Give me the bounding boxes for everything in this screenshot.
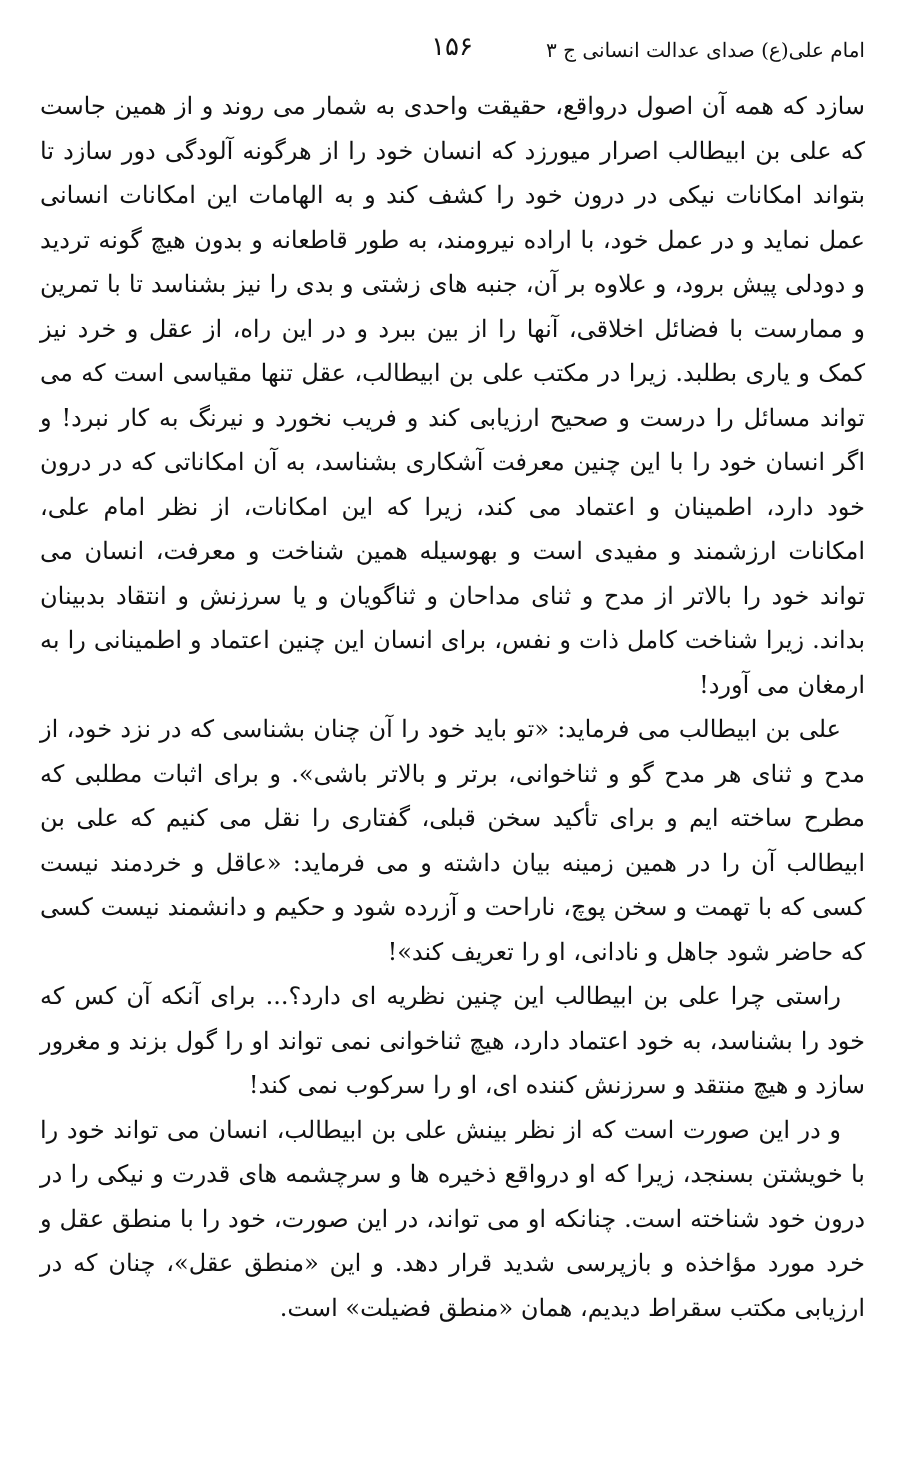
paragraph-1: سازد که همه آن اصول درواقع، حقیقت واحدی به شمار می روند و از همین جاست که علی بن ابیطالب اصرار میورزد که انسان خود را از هرگونه آلودگی دور سازد تا بتواند امکانات نیکی در درون خود را کشف کند و به الهامات این امکانات انسانی عمل نماید و در عمل خود، با اراده نیرومند، به طور قاطعانه و بدون هیچ گونه تردید و دودلی پیش برود، و علاوه بر آن، جنبه های زشتی و بدی را نیز بشناسد تا با تمرین و ممارست با فضائل اخلاقی، آنها را از بین ببرد و در این راه، از عقل و خرد نیز کمک و یاری بطلبد. زیرا در مکتب علی بن ابیطالب، عقل تنها مقیاسی است که می تواند مسائل را درست و صحیح ارزیابی کند و فریب نخورد و نیرنگ به کار نبرد! و اگر انسان خود را با این چنین معرفت آشکاری بشناسد، به آن امکاناتی که در درون خود دارد، اطمینان و اعتماد می کند، زیرا که این امکانات، از نظر امام علی، امکانات ارزشمند و مفیدی است و بهوسیله همین شناخت و معرفت، انسان می تواند خود را بالاتر از مدح و ثنای مداحان و ثناگویان و یا سرزنش و انتقاد بدبینان بداند. زیرا شناخت کامل ذات و نفس، برای انسان این چنین اعتماد و اطمینانی را به ارمغان می آورد! bbox=[40, 92, 865, 699]
body-text bbox=[40, 84, 865, 1330]
paragraph-2: علی بن ابیطالب می فرماید: «تو باید خود را آن چنان بشناسی که در نزد خود، از مدح و ثنای هر مدح گو و ثناخوانی، برتر و بالاتر باشی». و برای اثبات مطلبی که مطرح ساخته ایم و برای تأکید سخن قبلی، گفتاری را نقل می کنیم که علی بن ابیطالب آن را در همین زمینه بیان داشته و می فرماید: «عاقل و خردمند نیست کسی که با تهمت و سخن پوچ، ناراحت و آزرده شود و حکیم و دانشمند نیست کسی که حاضر شود جاهل و نادانی، او را تعریف کند»! bbox=[40, 715, 866, 966]
book-page bbox=[40, 30, 865, 1330]
paragraph-4: و در این صورت است که از نظر بینش علی بن ابیطالب، انسان می تواند خود را با خویشتن بسنجد، زیرا که او درواقع ذخیره ها و سرچشمه های قدرت و نیکی را در درون خود شناخته است. چنانکه او می تواند، در این صورت، خود را با منطق عقل و خرد مورد مؤاخذه و بازپرسی شدید قرار دهد. و این «منطق عقل»، چنان که در ارزیابی مکتب سقراط دیدیم، همان «منطق فضیلت» است. bbox=[40, 1115, 865, 1322]
page-number: ۱۵۶ bbox=[431, 32, 473, 62]
running-title: امام علی(ع) صدای عدالت انسانی ج ۳ bbox=[545, 38, 865, 62]
paragraph-3: راستی چرا علی بن ابیطالب این چنین نظریه ای دارد؟... برای آنکه آن کس که خود را بشناسد، به خود اعتماد دارد، هیچ ثناخوانی نمی تواند او را گول بزند و مغرور سازد و هیچ منتقد و سرزنش کننده ای، او را سرکوب نمی کند! bbox=[40, 982, 865, 1099]
page-header bbox=[40, 30, 865, 72]
